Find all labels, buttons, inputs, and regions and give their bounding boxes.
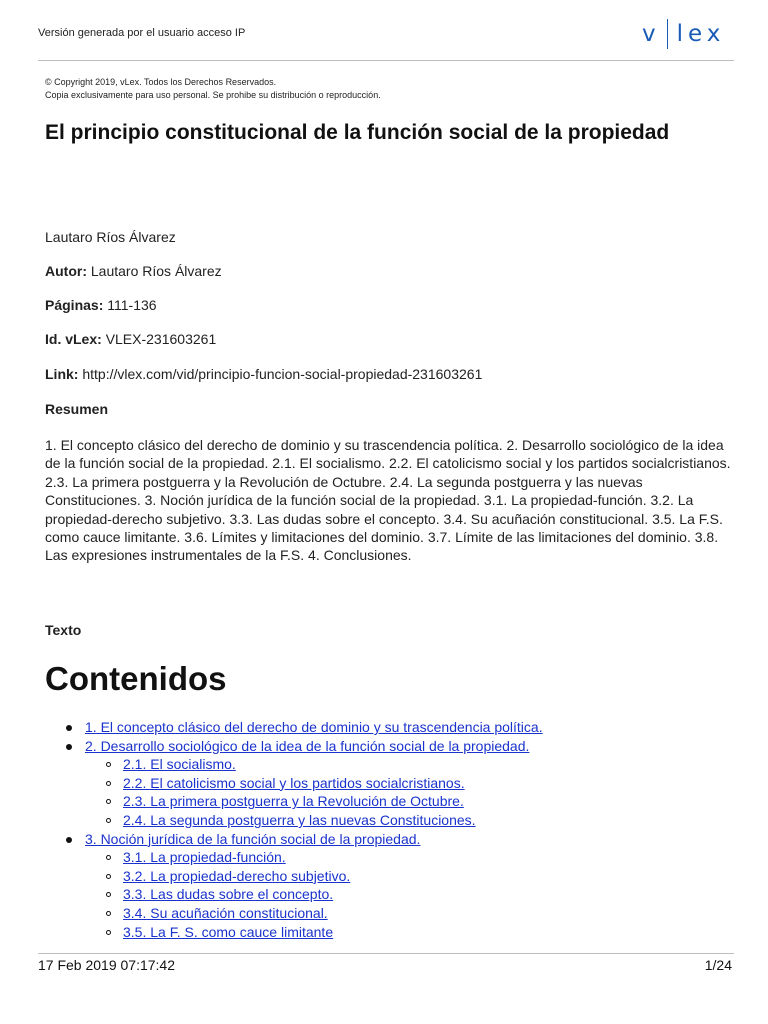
meta-link-value[interactable]: http://vlex.com/vid/principio-funcion-social-propiedad-231603261 (82, 366, 483, 382)
footer-timestamp: 17 Feb 2019 07:17:42 (38, 957, 176, 973)
toc-item (45, 848, 543, 867)
contenidos-heading: Contenidos (45, 660, 227, 697)
hollow-bullet-icon (106, 762, 111, 767)
hollow-bullet-icon (106, 799, 111, 804)
hollow-bullet-icon (106, 874, 111, 879)
meta-autor (45, 263, 222, 279)
vlex-logo (642, 18, 725, 50)
resumen-heading: Resumen (45, 401, 109, 417)
logo-divider (667, 19, 668, 49)
toc-item (45, 792, 543, 811)
meta-paginas-value: 111-136 (107, 297, 157, 313)
toc-item (45, 737, 543, 756)
table-of-contents (45, 718, 543, 941)
toc-item (45, 811, 543, 830)
toc-link[interactable]: 3.2. La propiedad-derecho subjetivo. (123, 867, 351, 884)
resumen-text: 1. El concepto clásico del derecho de dominio y su trascendencia política. 2. Desarrollo sociológico de la idea de la función social de la propiedad. 2.1. El socialismo. 2.2. El catolicismo social y los partidos socialcristianos. 2.3. La primera postguerra y la Revolución de Octubre. 2.4. La segunda postguerra y las nuevas Constituciones. 3. Noción jurídica de la función social de la propiedad. 3.1. La propiedad-función. 3.2. La propiedad-derecho subjetivo. 3.3. Las dudas sobre el concepto. 3.4. Su acuñación constitucional. 3.5. La F.S. como cauce limitante. 3.6. Límites y limitaciones del dominio. 3.7. Límite de las limitaciones del dominio. 3.8. Las expresiones instrumentales de la F.S. 4. Conclusiones. (45, 437, 731, 564)
toc-item (45, 755, 543, 774)
toc-link[interactable]: 2. Desarrollo sociológico de la idea de la función social de la propiedad. (85, 737, 530, 754)
hollow-bullet-icon (106, 892, 111, 897)
toc-item (45, 885, 543, 904)
toc-item (45, 830, 543, 849)
bullet-icon (66, 725, 72, 731)
toc-link[interactable]: 2.4. La segunda postguerra y las nuevas Constituciones. (123, 811, 476, 828)
bullet-icon (66, 837, 72, 843)
toc-link[interactable]: 3.5. La F. S. como cauce limitante (123, 923, 334, 940)
meta-paginas-label: Páginas: (45, 297, 104, 313)
toc-link[interactable]: 2.3. La primera postguerra y la Revolución de Octubre. (123, 793, 464, 810)
meta-link (45, 366, 482, 382)
toc-item (45, 923, 543, 942)
toc-link[interactable]: 3.1. La propiedad-función. (123, 849, 286, 866)
generated-by-note: Versión generada por el usuario acceso IP (38, 27, 246, 39)
copyright-notice (45, 76, 381, 102)
meta-id-label: Id. vLex: (45, 331, 102, 347)
meta-paginas (45, 297, 157, 313)
hollow-bullet-icon (106, 855, 111, 860)
toc-link[interactable]: 1. El concepto clásico del derecho de dominio y su trascendencia política. (85, 719, 543, 735)
toc-link[interactable]: 3.4. Su acuñación constitucional. (123, 904, 328, 921)
toc-link[interactable]: 2.1. El socialismo. (123, 756, 236, 773)
header-divider (38, 60, 734, 61)
toc-item (45, 867, 543, 886)
author-line: Lautaro Ríos Álvarez (45, 229, 176, 245)
toc-item (45, 718, 543, 737)
copyright-line-1: © Copyright 2019, vLex. Todos los Derechos Reservados. (45, 77, 277, 87)
meta-autor-label: Autor: (45, 263, 87, 279)
hollow-bullet-icon (106, 818, 111, 823)
meta-link-label: Link: (45, 366, 79, 382)
hollow-bullet-icon (106, 911, 111, 916)
bullet-icon (66, 744, 72, 750)
hollow-bullet-icon (106, 930, 111, 935)
meta-id-value: VLEX-231603261 (105, 331, 217, 347)
meta-autor-value: Lautaro Ríos Álvarez (90, 263, 222, 279)
toc-link[interactable]: 3. Noción jurídica de la función social de la propiedad. (85, 830, 421, 847)
logo-letters-lex: lex (676, 21, 726, 47)
hollow-bullet-icon (106, 781, 111, 786)
toc-item (45, 904, 543, 923)
texto-heading: Texto (45, 622, 82, 638)
footer-divider (38, 953, 734, 954)
meta-id (45, 331, 216, 347)
toc-link[interactable]: 3.3. Las dudas sobre el concepto. (123, 886, 334, 903)
footer-page-number: 1/24 (704, 957, 732, 973)
toc-link[interactable]: 2.2. El catolicismo social y los partidos socialcristianos. (123, 774, 465, 791)
logo-letter-v: v (642, 21, 657, 47)
copyright-line-2: Copia exclusivamente para uso personal. Se prohibe su distribución o reproducción. (45, 90, 381, 100)
document-title: El principio constitucional de la función social de la propiedad (45, 121, 670, 144)
toc-item (45, 774, 543, 793)
